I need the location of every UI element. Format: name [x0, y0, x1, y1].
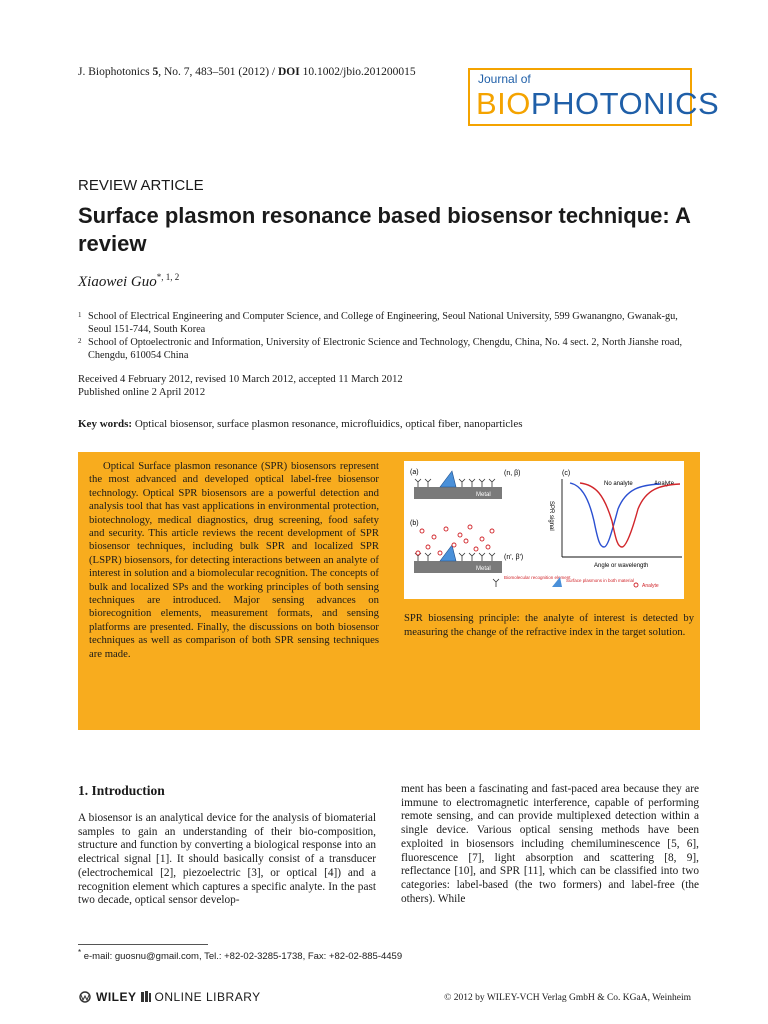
logo-wordmark [476, 86, 719, 122]
body-column-2: ment has been a fascinating and fast-paced area because they are immune to electromagnetic interference, capable of performing remote sensing, and can provide multiplexed detection within a single device. Various optical sensing methods have been exploited in biosensors including chemiluminescence [5, 6], fluorescence [7], light absorption and scattering [8, 9], reflectance [10], and SPR [11], which can be classified into two categories: label-based (the two formers) and label-free (the others). While [401, 783, 699, 905]
logo-photonics: PHOTONICS [530, 86, 720, 121]
article-type: REVIEW ARTICLE [78, 177, 204, 194]
footnote-divider [78, 944, 208, 945]
metal-label-b: Metal [476, 566, 491, 572]
received-dates: Received 4 February 2012, revised 10 March 2012, accepted 11 March 2012 [78, 374, 403, 385]
journal-logo [468, 68, 720, 126]
plot-ylabel: SPR signal [548, 501, 554, 531]
param-a: (n, β) [504, 470, 521, 477]
analyte-particles [416, 525, 494, 555]
legend-analyte-label: Analyte [642, 583, 659, 589]
author-affiliation-marks: *, 1, 2 [156, 272, 180, 282]
panel-label-c: (c) [562, 470, 571, 477]
figure-legend [493, 575, 659, 589]
metal-label-a: Metal [476, 492, 491, 498]
author [78, 272, 179, 291]
citation-journal: J. Biophotonics [78, 66, 150, 78]
library-books-icon [141, 991, 151, 1003]
footnote-text: e-mail: guosnu@gmail.com, Tel.: +82-02-3285-1738, Fax: +82-02-885-4459 [81, 951, 403, 963]
keywords [78, 418, 522, 430]
footnote-contact [78, 948, 402, 962]
article-dates [78, 373, 403, 399]
affiliation-1 [78, 310, 698, 336]
copyright: © 2012 by WILEY-VCH Verlag GmbH & Co. KGaA, Weinheim [444, 993, 691, 1003]
abstract-text: Optical Surface plasmon resonance (SPR) biosensors represent the most advanced and developed optical label-free biosensor technology. Optical SPR biosensors are a powerful detection and analysis tool that has vast applications in environmental protection, biotechnology, medical diagnostics, drug screening, food safety and security. This article reviews the recent development of SPR biosensor techniques, including bulk SPR and localized SPR (LSPR) biosensors, for detecting interactions between an analyte of interest in solution and a biomolecular recognition. The concepts of bulk and localized SPs and the working principles of both sensing techniques are introduced. Major sensing advances on biorecognition elements, measurement formats, and sensing platforms are presented. Finally, the discussions on both biosensor techniques as well as comparison of both SPR sensing techniques are made. [89, 460, 379, 660]
wiley-logo-icon [78, 991, 92, 1003]
panel-label-a: (a) [410, 469, 419, 476]
graphical-abstract-figure [404, 461, 684, 599]
affiliation-text: School of Optoelectronic and Information, University of Electronic Science and Technology, Chengdu, China, No. 4 sect. 2, North Jianshe road, Chengdu, 610054 China [88, 337, 683, 361]
section-heading-introduction: 1. Introduction [78, 783, 165, 798]
legend-sp-label: Surface plasmons in both material [566, 578, 635, 583]
footnote-star: * [78, 948, 82, 957]
body-column-1: A biosensor is an analytical device for the analysis of biomaterial samples to gain an understanding of their bio-composition, structure and function by converting a biological response into an electrical signal [1]. It should basically consist of a transducer (electrochemical [2], piezoelectric [3], or optical [4]) and a recognition element which captures a specific analyte. In the past two decade, optical sensor develop- [78, 812, 376, 907]
figure-caption: SPR biosensing principle: the analyte of interest is detected by measuring the change of the refractive index in the target solution. [404, 613, 694, 638]
spr-principle-diagram [404, 461, 684, 599]
citation-volume: 5 [152, 66, 159, 78]
logo-bio: BIO [476, 86, 531, 121]
param-b: (n', β') [504, 554, 524, 561]
article-title: Surface plasmon resonance based biosensor technique: A review [78, 203, 691, 256]
curve-label-analyte: Analyte [654, 481, 675, 487]
curve-label-no-analyte: No analyte [604, 481, 633, 487]
panel-label-b: (b) [410, 520, 419, 527]
surface-plasmon-field-a [440, 471, 456, 487]
published-date: Published online 2 April 2012 [78, 387, 206, 398]
keywords-label: Key words: [78, 418, 133, 430]
affiliation-number: 1 [78, 311, 82, 319]
wiley-online-library-logo[interactable] [78, 990, 261, 1004]
affiliation-2 [78, 336, 698, 362]
doi-label: DOI [277, 66, 300, 78]
legend-bio-label: Biomolecular recognition element [504, 575, 571, 580]
online-library-text: ONLINE LIBRARY [154, 990, 261, 1004]
author-name[interactable]: Xiaowei Guo [78, 274, 157, 290]
doi-link[interactable]: 10.1002/jbio.201200015 [299, 66, 416, 78]
plot-xlabel: Angle or wavelength [594, 563, 649, 569]
logo-journal-of: Journal of [478, 72, 531, 86]
citation-line [78, 66, 416, 78]
abstract-box [78, 452, 700, 730]
keywords-list: Optical biosensor, surface plasmon resonance, microfluidics, optical fiber, nanoparticles [132, 418, 523, 430]
legend-bio-symbol [493, 579, 499, 587]
legend-analyte-symbol [634, 583, 638, 587]
wiley-wordmark: WILEY [96, 990, 137, 1004]
affiliation-text: School of Electrical Engineering and Computer Science, and College of Engineering, Seoul National University, 599 Gwanangno, Gwanak-gu, Seoul 151-744, South Korea [88, 311, 678, 335]
citation-rest: , No. 7, 483–501 (2012) / [158, 66, 278, 78]
affiliation-number: 2 [78, 337, 82, 345]
